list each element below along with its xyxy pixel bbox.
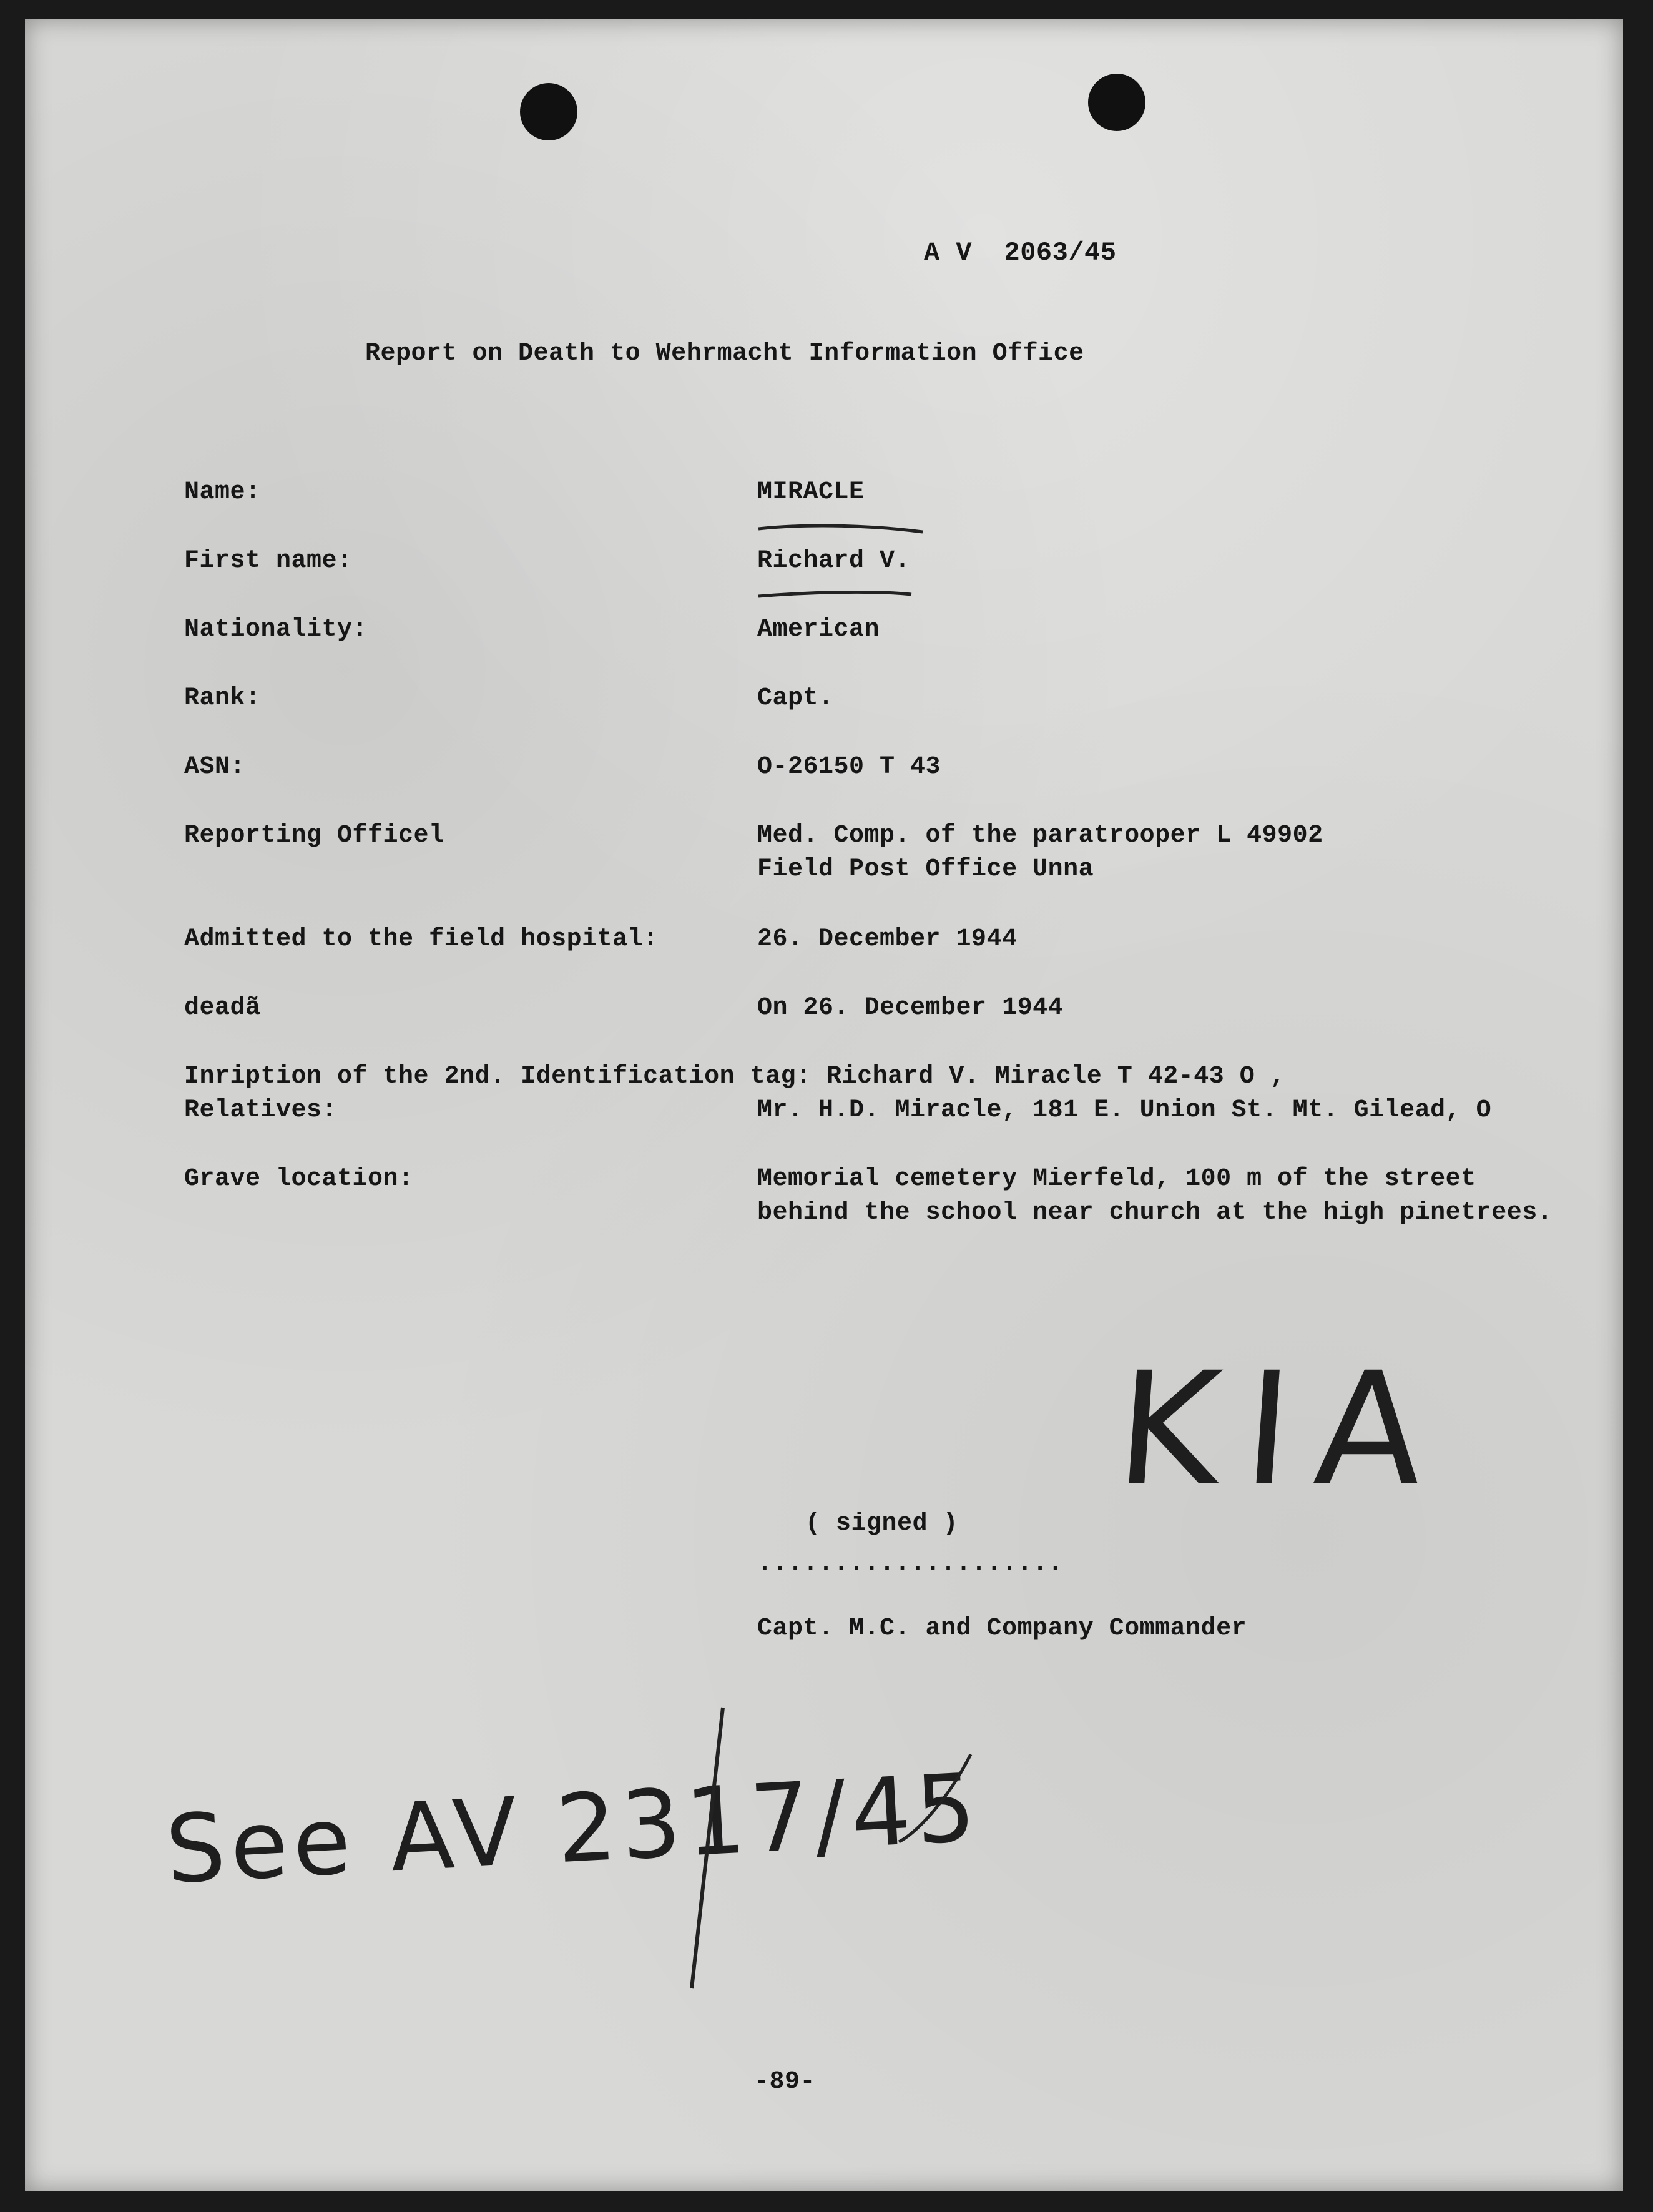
first-name-underline	[758, 592, 911, 596]
field-value-asn: O-26150 T 43	[757, 753, 941, 781]
field-label-relatives: Relatives:	[184, 1096, 338, 1124]
name-underline	[758, 526, 923, 532]
field-value-first-name: Richard V.	[757, 547, 911, 575]
field-value-name: MIRACLE	[757, 478, 865, 506]
field-value-grave-line1: Memorial cemetery Mierfeld, 100 m of the street	[757, 1165, 1476, 1193]
signatory-title: Capt. M.C. and Company Commander	[757, 1615, 1247, 1643]
field-value-relatives: Mr. H.D. Miracle, 181 E. Union St. Mt. Gilead, O	[757, 1096, 1492, 1124]
field-value-grave-line2: behind the school near church at the high pinetrees.	[757, 1199, 1553, 1227]
signature-dots: ....................	[757, 1550, 1064, 1578]
file-number: A V 2063/45	[924, 238, 1117, 268]
field-label-reporting-office: Reporting Officel	[184, 822, 444, 850]
field-value-admitted: 26. December 1944	[757, 925, 1018, 953]
handwritten-note: See AV 2317/45	[163, 1753, 983, 1905]
check-mark	[899, 1754, 971, 1842]
field-label-grave: Grave location:	[184, 1165, 414, 1193]
field-label-name: Name:	[184, 478, 261, 506]
field-label-dead: deadã	[184, 994, 261, 1022]
field-value-reporting-office: Med. Comp. of the paratrooper L 49902	[757, 822, 1323, 850]
page-title: Report on Death to Wehrmacht Information Office	[365, 340, 1084, 368]
inscription-line: Inription of the 2nd. Identification tag: Richard V. Miracle T 42-43 O ,	[184, 1063, 1286, 1091]
signed-marker: ( signed )	[805, 1510, 959, 1538]
note-slash	[692, 1708, 723, 1988]
field-value-rank: Capt.	[757, 684, 834, 712]
field-label-admitted: Admitted to the field hospital:	[184, 925, 659, 953]
handwritten-kia: KIA	[1111, 1339, 1454, 1520]
field-label-first-name: First name:	[184, 547, 353, 575]
field-label-nationality: Nationality:	[184, 616, 368, 644]
field-label-rank: Rank:	[184, 684, 261, 712]
field-value-dead: On 26. December 1944	[757, 994, 1064, 1022]
field-value-reporting-office-line2: Field Post Office Unna	[757, 855, 1094, 883]
field-value-nationality: American	[757, 616, 880, 644]
page-number: -89-	[754, 2068, 816, 2096]
field-label-asn: ASN:	[184, 753, 246, 781]
